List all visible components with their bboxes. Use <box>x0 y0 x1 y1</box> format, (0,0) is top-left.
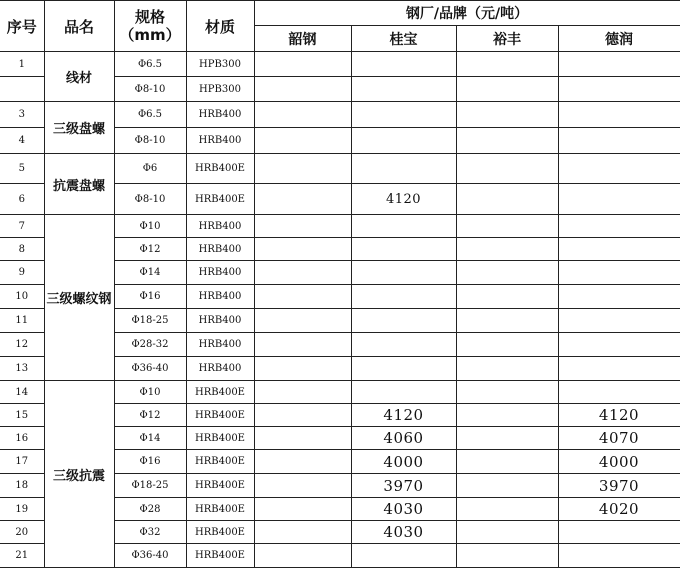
price-cell-derun: 4020 <box>558 498 680 521</box>
price-cell-derun <box>558 102 680 128</box>
price-cell-shaogang <box>254 102 351 128</box>
row-index: 9 <box>0 261 44 285</box>
price-cell-guibao <box>351 215 456 238</box>
price-cell-yufeng <box>456 77 558 102</box>
price-cell-shaogang <box>254 309 351 333</box>
header-spec <box>114 1 186 52</box>
header-brand-yufeng: 裕丰 <box>456 26 558 52</box>
header-brand-guibao: 桂宝 <box>351 26 456 52</box>
spec-cell: Φ12 <box>114 238 186 261</box>
price-cell-yufeng <box>456 404 558 427</box>
category-cell: 三级盘螺 <box>44 102 114 154</box>
price-cell-derun <box>558 128 680 154</box>
price-cell-guibao <box>351 381 456 404</box>
spec-cell: Φ6.5 <box>114 102 186 128</box>
price-cell-guibao <box>351 285 456 309</box>
material-cell: HRB400 <box>186 285 254 309</box>
price-cell-shaogang <box>254 52 351 77</box>
price-cell-derun <box>558 184 680 215</box>
price-cell-shaogang <box>254 381 351 404</box>
price-cell-yufeng <box>456 381 558 404</box>
header-brand-shaogang: 韶钢 <box>254 26 351 52</box>
price-cell-yufeng <box>456 184 558 215</box>
price-cell-shaogang <box>254 450 351 474</box>
price-cell-derun <box>558 285 680 309</box>
material-cell: HRB400 <box>186 215 254 238</box>
price-cell-yufeng <box>456 333 558 357</box>
material-cell: HRB400 <box>186 309 254 333</box>
price-cell-guibao: 4060 <box>351 427 456 450</box>
price-cell-guibao: 3970 <box>351 474 456 498</box>
price-cell-shaogang <box>254 521 351 544</box>
table-row <box>0 381 680 404</box>
spec-cell: Φ8-10 <box>114 128 186 154</box>
row-index: 11 <box>0 309 44 333</box>
row-index: 6 <box>0 184 44 215</box>
price-cell-derun: 4070 <box>558 427 680 450</box>
price-cell-derun <box>558 357 680 381</box>
price-cell-guibao: 4120 <box>351 184 456 215</box>
price-cell-derun <box>558 521 680 544</box>
price-cell-yufeng <box>456 52 558 77</box>
row-index: 8 <box>0 238 44 261</box>
spec-cell: Φ28-32 <box>114 333 186 357</box>
price-cell-guibao <box>351 154 456 184</box>
price-cell-yufeng <box>456 450 558 474</box>
price-cell-shaogang <box>254 333 351 357</box>
price-cell-guibao <box>351 238 456 261</box>
price-cell-guibao: 4030 <box>351 498 456 521</box>
table-body <box>0 52 680 568</box>
price-cell-guibao <box>351 52 456 77</box>
price-cell-derun <box>558 77 680 102</box>
price-cell-shaogang <box>254 498 351 521</box>
material-cell: HRB400E <box>186 381 254 404</box>
row-index <box>0 77 44 102</box>
category-cell: 三级抗震 <box>44 381 114 568</box>
table-row <box>0 102 680 128</box>
material-cell: HRB400 <box>186 333 254 357</box>
price-cell-yufeng <box>456 498 558 521</box>
header-name: 品名 <box>44 1 114 52</box>
price-cell-derun: 4120 <box>558 404 680 427</box>
price-cell-yufeng <box>456 357 558 381</box>
price-cell-guibao <box>351 309 456 333</box>
price-cell-shaogang <box>254 404 351 427</box>
header-material: 材质 <box>186 1 254 52</box>
row-index: 13 <box>0 357 44 381</box>
spec-cell: Φ12 <box>114 404 186 427</box>
price-cell-shaogang <box>254 261 351 285</box>
row-index: 20 <box>0 521 44 544</box>
row-index: 1 <box>0 52 44 77</box>
spec-cell: Φ16 <box>114 285 186 309</box>
spec-cell: Φ6 <box>114 154 186 184</box>
header-brand-group: 钢厂/品牌（元/吨） <box>254 1 680 26</box>
price-cell-yufeng <box>456 215 558 238</box>
price-cell-derun <box>558 154 680 184</box>
price-cell-yufeng <box>456 521 558 544</box>
price-cell-yufeng <box>456 238 558 261</box>
spec-cell: Φ10 <box>114 215 186 238</box>
material-cell: HRB400 <box>186 128 254 154</box>
material-cell: HRB400E <box>186 544 254 568</box>
price-cell-guibao <box>351 357 456 381</box>
spec-cell: Φ36-40 <box>114 357 186 381</box>
price-cell-derun <box>558 215 680 238</box>
table-row <box>0 154 680 184</box>
price-cell-guibao <box>351 544 456 568</box>
material-cell: HPB300 <box>186 52 254 77</box>
spec-cell: Φ32 <box>114 521 186 544</box>
material-cell: HRB400E <box>186 450 254 474</box>
price-cell-guibao: 4030 <box>351 521 456 544</box>
row-index: 15 <box>0 404 44 427</box>
row-index: 7 <box>0 215 44 238</box>
price-cell-derun <box>558 333 680 357</box>
header-brand-derun: 德润 <box>558 26 680 52</box>
price-cell-guibao <box>351 128 456 154</box>
row-index: 17 <box>0 450 44 474</box>
price-cell-derun <box>558 52 680 77</box>
price-cell-derun <box>558 309 680 333</box>
price-cell-yufeng <box>456 544 558 568</box>
price-cell-guibao <box>351 333 456 357</box>
spec-cell: Φ6.5 <box>114 52 186 77</box>
price-cell-derun <box>558 261 680 285</box>
row-index: 3 <box>0 102 44 128</box>
price-cell-yufeng <box>456 285 558 309</box>
spec-cell: Φ18-25 <box>114 309 186 333</box>
row-index: 21 <box>0 544 44 568</box>
header-spec-line2: （mm） <box>119 26 181 44</box>
price-cell-shaogang <box>254 238 351 261</box>
table-header <box>0 1 680 52</box>
header-row-1 <box>0 1 680 26</box>
price-cell-yufeng <box>456 154 558 184</box>
spec-cell: Φ8-10 <box>114 77 186 102</box>
material-cell: HRB400E <box>186 184 254 215</box>
material-cell: HRB400E <box>186 427 254 450</box>
price-cell-shaogang <box>254 184 351 215</box>
price-cell-derun <box>558 544 680 568</box>
spec-cell: Φ14 <box>114 427 186 450</box>
price-cell-guibao <box>351 77 456 102</box>
spec-cell: Φ8-10 <box>114 184 186 215</box>
row-index: 12 <box>0 333 44 357</box>
price-cell-guibao <box>351 102 456 128</box>
price-cell-shaogang <box>254 474 351 498</box>
material-cell: HRB400 <box>186 102 254 128</box>
price-cell-shaogang <box>254 285 351 309</box>
row-index: 14 <box>0 381 44 404</box>
row-index: 18 <box>0 474 44 498</box>
spec-cell: Φ28 <box>114 498 186 521</box>
price-cell-guibao <box>351 261 456 285</box>
price-cell-shaogang <box>254 215 351 238</box>
header-spec-line1: 规格 <box>134 8 165 26</box>
row-index: 16 <box>0 427 44 450</box>
price-cell-guibao: 4120 <box>351 404 456 427</box>
price-cell-yufeng <box>456 474 558 498</box>
material-cell: HRB400 <box>186 238 254 261</box>
material-cell: HRB400E <box>186 474 254 498</box>
material-cell: HRB400E <box>186 521 254 544</box>
price-cell-derun <box>558 381 680 404</box>
row-index: 4 <box>0 128 44 154</box>
table-row <box>0 215 680 238</box>
price-cell-shaogang <box>254 128 351 154</box>
price-cell-shaogang <box>254 154 351 184</box>
price-cell-shaogang <box>254 357 351 381</box>
price-cell-derun <box>558 238 680 261</box>
category-cell: 抗震盘螺 <box>44 154 114 215</box>
price-cell-guibao: 4000 <box>351 450 456 474</box>
price-cell-yufeng <box>456 261 558 285</box>
row-index: 5 <box>0 154 44 184</box>
price-cell-derun: 3970 <box>558 474 680 498</box>
spec-cell: Φ14 <box>114 261 186 285</box>
material-cell: HPB300 <box>186 77 254 102</box>
price-cell-yufeng <box>456 102 558 128</box>
material-cell: HRB400E <box>186 404 254 427</box>
spec-cell: Φ10 <box>114 381 186 404</box>
row-index: 19 <box>0 498 44 521</box>
material-cell: HRB400E <box>186 498 254 521</box>
price-cell-yufeng <box>456 427 558 450</box>
price-cell-yufeng <box>456 309 558 333</box>
row-index: 10 <box>0 285 44 309</box>
price-cell-shaogang <box>254 544 351 568</box>
price-cell-shaogang <box>254 427 351 450</box>
price-cell-derun: 4000 <box>558 450 680 474</box>
material-cell: HRB400 <box>186 261 254 285</box>
header-index: 序号 <box>0 1 44 52</box>
category-cell: 线材 <box>44 52 114 102</box>
price-cell-shaogang <box>254 77 351 102</box>
spec-cell: Φ16 <box>114 450 186 474</box>
spec-cell: Φ36-40 <box>114 544 186 568</box>
material-cell: HRB400E <box>186 154 254 184</box>
price-cell-yufeng <box>456 128 558 154</box>
table-row <box>0 52 680 77</box>
category-cell: 三级螺纹钢 <box>44 215 114 381</box>
material-cell: HRB400 <box>186 357 254 381</box>
spec-cell: Φ18-25 <box>114 474 186 498</box>
